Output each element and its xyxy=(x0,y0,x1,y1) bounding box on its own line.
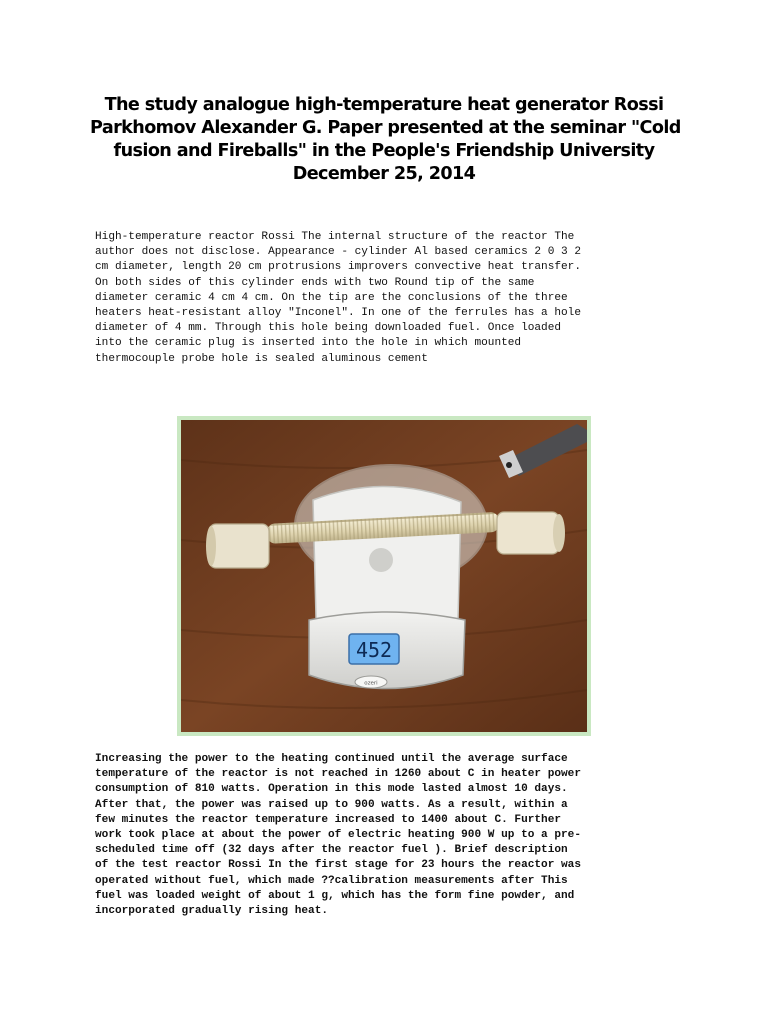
title-line: The study analogue high-temperature heat generator Rossi xyxy=(104,95,664,115)
intro-paragraph xyxy=(95,230,685,367)
title-line: December 25, 2014 xyxy=(292,164,476,184)
paragraph-line: into the ceramic plug is inserted into the hole in which mounted xyxy=(95,337,522,350)
paragraph-line: thermocouple probe hole is sealed aluminous cement xyxy=(95,352,428,365)
paragraph-line: diameter ceramic 4 cm 4 cm. On the tip are the conclusions of the three xyxy=(95,291,568,304)
reactor-photo xyxy=(177,416,591,736)
paragraph-line: few minutes the reactor temperature increased to 1400 about C. Further xyxy=(95,813,562,826)
paragraph-line: cm diameter, length 20 cm protrusions improvers convective heat transfer. xyxy=(95,261,581,274)
paragraph-line: consumption of 810 watts. Operation in this mode lasted almost 10 days. xyxy=(95,783,568,796)
paragraph-line: scheduled time off (32 days after the reactor fuel ). Brief description xyxy=(95,844,568,857)
reactor-right-end-cap xyxy=(497,512,559,554)
results-paragraph xyxy=(95,752,685,919)
reactor-left-end-cap xyxy=(209,524,269,568)
paragraph-line: heaters heat-resistant alloy "Inconel". In one of the ferrules has a hole xyxy=(95,307,581,320)
title-line: Parkhomov Alexander G. Paper presented at the seminar "Cold xyxy=(90,118,681,138)
paragraph-line: Increasing the power to the heating continued until the average surface xyxy=(95,753,568,765)
paragraph-line: temperature of the reactor is not reached in 1260 about C in heater power xyxy=(95,768,581,781)
paragraph-line: After that, the power was raised up to 900 watts. As a result, within a xyxy=(95,798,568,811)
document-title xyxy=(90,94,681,186)
paragraph-line: incorporated gradually rising heat. xyxy=(95,905,329,918)
paragraph-line: operated without fuel, which made ??calibration measurements after This xyxy=(95,874,568,887)
digital-scale xyxy=(295,465,487,689)
paragraph-line: of the test reactor Rossi In the first stage for 23 hours the reactor was xyxy=(95,859,581,872)
paragraph-line: High-temperature reactor Rossi The internal structure of the reactor The xyxy=(95,231,575,243)
paragraph-line: fuel was loaded weight of about 1 g, which has the form fine powder, and xyxy=(95,889,575,902)
title-line: fusion and Fireballs" in the People's Friendship University xyxy=(113,141,655,161)
scale-brand: ozeri xyxy=(364,680,378,687)
reactor-on-scale-illustration xyxy=(181,420,587,732)
paragraph-line: author does not disclose. Appearance - cylinder Al based ceramics 2 0 3 2 xyxy=(95,246,581,259)
paragraph-line: work took place at about the power of electric heating 900 W up to a pre- xyxy=(95,829,581,842)
scale-reading: 452 xyxy=(355,638,393,662)
paragraph-line: diameter of 4 mm. Through this hole being downloaded fuel. Once loaded xyxy=(95,322,562,335)
paragraph-line: On both sides of this cylinder ends with two Round tip of the same xyxy=(95,276,535,289)
